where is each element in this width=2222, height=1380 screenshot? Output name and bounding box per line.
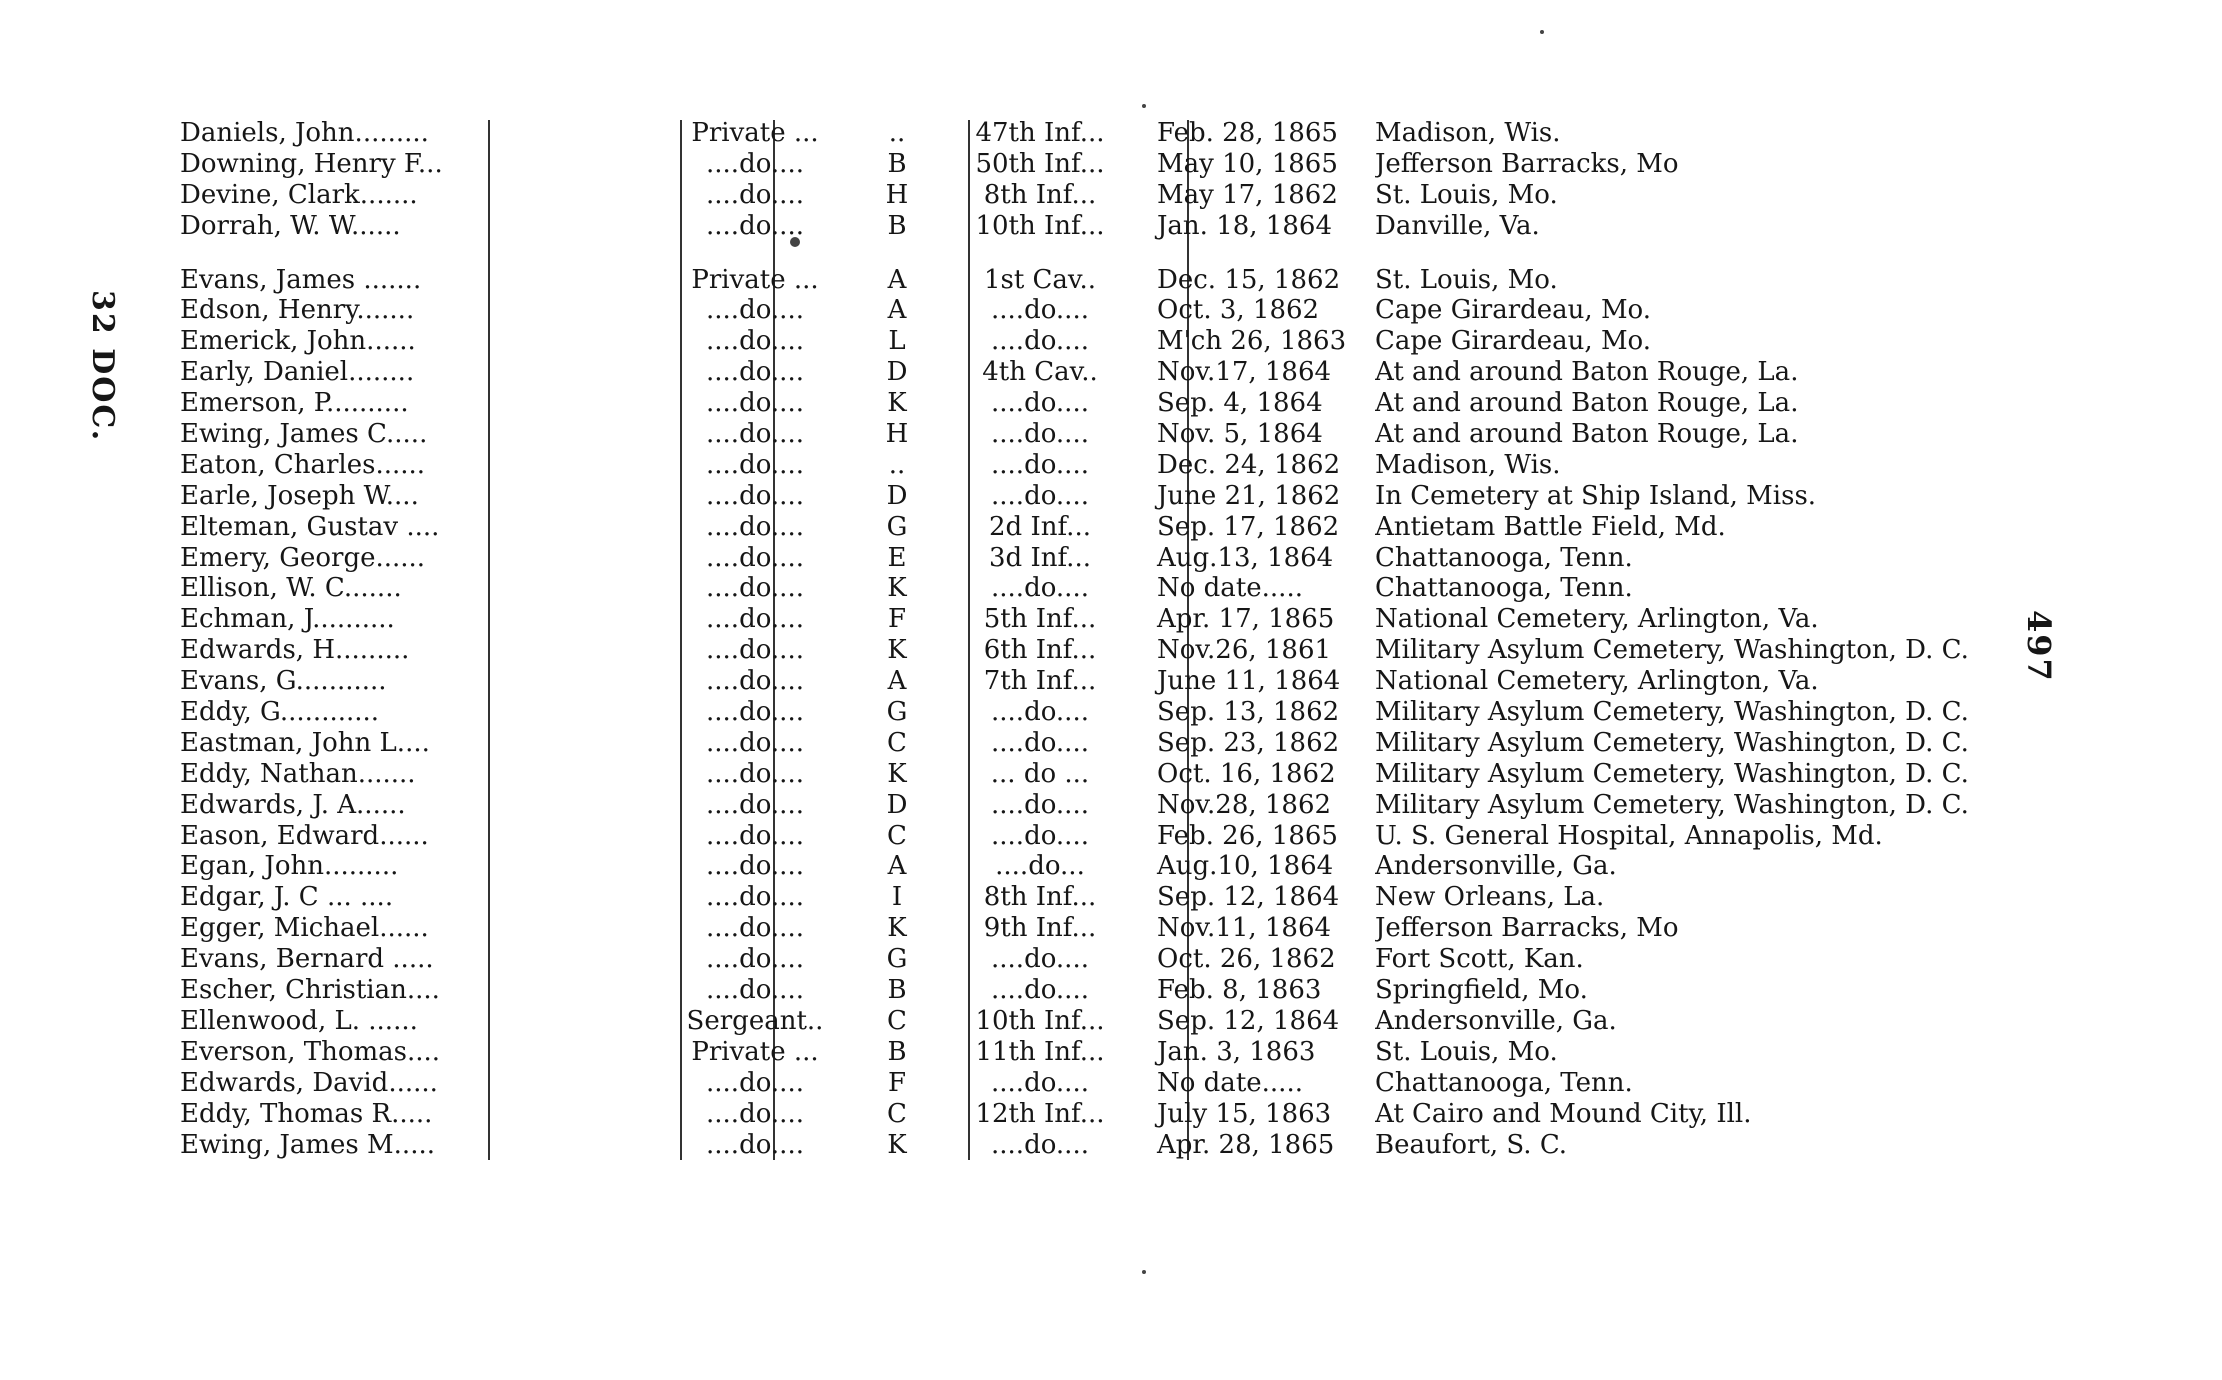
company-cell: .. — [888, 449, 906, 480]
date-of-death-cell: Jan. 3, 1863 — [1157, 1036, 1316, 1067]
table-row — [170, 180, 1890, 211]
rank-cell: ....do.... — [706, 882, 804, 913]
company-cell: D — [886, 480, 908, 511]
date-of-death-cell: Sep. 17, 1862 — [1157, 511, 1340, 542]
burial-register-table — [170, 118, 1969, 1160]
regiment-cell: 10th Inf... — [975, 1005, 1105, 1036]
regiment-cell: ....do.... — [991, 419, 1089, 450]
table-row — [170, 543, 1890, 574]
rank-cell: ....do.... — [706, 148, 804, 179]
rank-cell: ....do.... — [706, 449, 804, 480]
soldier-name-cell: Echman, J.......... — [180, 604, 395, 635]
date-of-death-cell: Feb. 28, 1865 — [1157, 118, 1338, 148]
table-row — [170, 419, 1890, 450]
company-cell: .. — [888, 118, 906, 148]
page-number: 497 — [2020, 610, 2058, 683]
regiment-cell: 5th Inf... — [983, 604, 1097, 635]
date-of-death-cell: Sep. 12, 1864 — [1157, 882, 1340, 913]
rank-cell: ....do.... — [706, 851, 804, 882]
rank-cell: ....do.... — [706, 480, 804, 511]
rank-cell: ....do.... — [706, 179, 804, 210]
soldier-name-cell: Emery, George...... — [180, 542, 426, 573]
table-row — [170, 666, 1890, 697]
date-of-death-cell: Sep. 4, 1864 — [1157, 388, 1323, 419]
table-row — [170, 882, 1890, 913]
date-of-death-cell: Nov.28, 1862 — [1157, 789, 1332, 820]
place-of-burial-cell: Cape Girardeau, Mo. — [1375, 326, 1652, 357]
regiment-cell: ....do.... — [991, 449, 1089, 480]
rank-cell: ....do.... — [706, 820, 804, 851]
place-of-burial-cell: Springfield, Mo. — [1375, 975, 1588, 1006]
rank-cell: ....do.... — [706, 419, 804, 450]
table-row — [170, 851, 1890, 882]
regiment-cell: 12th Inf... — [975, 1098, 1105, 1129]
regiment-cell: 6th Inf... — [983, 635, 1097, 666]
date-of-death-cell: Apr. 28, 1865 — [1157, 1129, 1335, 1160]
place-of-burial-cell: Beaufort, S. C. — [1375, 1129, 1568, 1160]
soldier-name-cell: Eddy, Thomas R..... — [180, 1098, 433, 1129]
regiment-cell: ....do.... — [991, 727, 1089, 758]
date-of-death-cell: Aug.13, 1864 — [1157, 542, 1334, 573]
rank-cell: ....do.... — [706, 789, 804, 820]
place-of-burial-cell: Jefferson Barracks, Mo — [1375, 148, 1679, 179]
soldier-name-cell: Edwards, H......... — [180, 635, 410, 666]
regiment-cell: 2d Inf... — [989, 511, 1091, 542]
table-row — [170, 789, 1969, 821]
table-row — [170, 211, 1890, 242]
company-cell: K — [887, 388, 907, 419]
date-of-death-cell: Nov.17, 1864 — [1157, 357, 1332, 388]
place-of-burial-cell: Madison, Wis. — [1375, 449, 1561, 480]
regiment-cell: 4th Cav.. — [982, 357, 1098, 388]
soldier-name-cell: Earle, Joseph W.... — [180, 480, 419, 511]
soldier-name-cell: Elteman, Gustav .... — [180, 511, 440, 542]
soldier-name-cell: Daniels, John......... — [180, 118, 429, 148]
soldier-name-cell: Eddy, G............ — [180, 697, 380, 728]
rank-cell: ....do.... — [706, 635, 804, 666]
place-of-burial-cell: Military Asylum Cemetery, Washington, D. C. — [1375, 727, 1969, 758]
rank-cell: ....do.... — [706, 758, 804, 789]
soldier-name-cell: Ewing, James C..... — [180, 419, 428, 450]
place-of-burial-cell: Cape Girardeau, Mo. — [1375, 295, 1652, 326]
rank-cell: ....do.... — [706, 944, 804, 975]
place-of-burial-cell: Andersonville, Ga. — [1375, 851, 1617, 882]
date-of-death-cell: Dec. 24, 1862 — [1157, 449, 1341, 480]
soldier-name-cell: Edgar, J. C ... .... — [180, 882, 394, 913]
company-cell: B — [887, 975, 907, 1006]
date-of-death-cell: July 15, 1863 — [1157, 1098, 1332, 1129]
date-of-death-cell: Apr. 17, 1865 — [1157, 604, 1335, 635]
rank-cell: ....do.... — [706, 1129, 804, 1160]
rank-cell: ....do.... — [706, 975, 804, 1006]
place-of-burial-cell: Jefferson Barracks, Mo — [1375, 913, 1679, 944]
date-of-death-cell: Jan. 18, 1864 — [1157, 210, 1332, 241]
company-cell: I — [891, 882, 903, 913]
rank-cell: ....do.... — [706, 1067, 804, 1098]
place-of-burial-cell: Madison, Wis. — [1375, 118, 1561, 148]
table-row — [170, 326, 1890, 357]
rank-cell: ....do.... — [706, 727, 804, 758]
company-cell: C — [887, 1098, 907, 1129]
company-cell: B — [887, 1036, 907, 1067]
regiment-cell: ....do.... — [991, 1129, 1089, 1160]
table-row — [170, 481, 1890, 512]
date-of-death-cell: Nov.26, 1861 — [1157, 635, 1332, 666]
company-cell: G — [886, 511, 908, 542]
soldier-name-cell: Everson, Thomas.... — [180, 1036, 441, 1067]
regiment-cell: ....do.... — [991, 573, 1089, 604]
company-cell: L — [888, 326, 906, 357]
regiment-cell: ....do.... — [991, 820, 1089, 851]
rank-cell: Private ... — [691, 264, 819, 295]
soldier-name-cell: Escher, Christian.... — [180, 975, 440, 1006]
table-row — [170, 913, 1890, 944]
company-cell: B — [887, 148, 907, 179]
table-row — [170, 512, 1890, 543]
company-cell: A — [887, 666, 907, 697]
rank-cell: ....do.... — [706, 573, 804, 604]
company-cell: K — [887, 758, 907, 789]
soldier-name-cell: Evans, James ....... — [180, 264, 422, 295]
place-of-burial-cell: Military Asylum Cemetery, Washington, D. C. — [1375, 635, 1969, 666]
company-cell: K — [887, 913, 907, 944]
company-cell: K — [887, 573, 907, 604]
rank-cell: ....do.... — [706, 511, 804, 542]
table-row — [170, 573, 1890, 604]
table-row — [170, 944, 1890, 975]
table-row — [170, 1130, 1890, 1161]
regiment-cell: ....do.... — [991, 1067, 1089, 1098]
table-row — [170, 1068, 1890, 1099]
company-cell: C — [887, 1005, 907, 1036]
company-cell: G — [886, 697, 908, 728]
place-of-burial-cell: At and around Baton Rouge, La. — [1375, 419, 1799, 450]
table-row — [170, 149, 1890, 180]
soldier-name-cell: Eddy, Nathan....... — [180, 758, 416, 789]
soldier-name-cell: Edwards, J. A...... — [180, 789, 406, 820]
soldier-name-cell: Ellison, W. C....... — [180, 573, 402, 604]
place-of-burial-cell: At and around Baton Rouge, La. — [1375, 357, 1799, 388]
regiment-cell: ....do... — [995, 851, 1085, 882]
rank-cell: ....do.... — [706, 542, 804, 573]
soldier-name-cell: Eastman, John L.... — [180, 727, 430, 758]
rank-cell: Sergeant.. — [686, 1005, 824, 1036]
soldier-name-cell: Evans, Bernard ..... — [180, 944, 434, 975]
rank-cell: ....do.... — [706, 604, 804, 635]
date-of-death-cell: Nov.11, 1864 — [1157, 913, 1332, 944]
table-row — [170, 1099, 1890, 1130]
rank-cell: ....do.... — [706, 326, 804, 357]
date-of-death-cell: June 21, 1862 — [1157, 480, 1341, 511]
regiment-cell: ....do.... — [991, 388, 1089, 419]
place-of-burial-cell: New Orleans, La. — [1375, 882, 1605, 913]
regiment-cell: ....do.... — [991, 789, 1089, 820]
date-of-death-cell: Nov. 5, 1864 — [1157, 419, 1323, 450]
date-of-death-cell: Feb. 26, 1865 — [1157, 820, 1338, 851]
soldier-name-cell: Early, Daniel........ — [180, 357, 415, 388]
place-of-burial-cell: At Cairo and Mound City, Ill. — [1375, 1098, 1752, 1129]
date-of-death-cell: No date..... — [1157, 1067, 1303, 1098]
rank-cell: Private ... — [691, 1036, 819, 1067]
soldier-name-cell: Egger, Michael...... — [180, 913, 429, 944]
regiment-cell: ....do.... — [991, 944, 1089, 975]
company-cell: C — [887, 820, 907, 851]
regiment-cell: 47th Inf... — [975, 118, 1105, 148]
print-speck — [1142, 104, 1146, 108]
soldier-name-cell: Egan, John......... — [180, 851, 399, 882]
regiment-cell: 1st Cav.. — [983, 264, 1097, 295]
regiment-cell: ... do ... — [990, 758, 1090, 789]
soldier-name-cell: Eason, Edward...... — [180, 820, 429, 851]
print-speck — [1540, 30, 1544, 34]
soldier-name-cell: Eaton, Charles...... — [180, 449, 426, 480]
rank-cell: ....do.... — [706, 388, 804, 419]
table-row — [170, 450, 1890, 481]
table-row — [170, 1006, 1890, 1037]
soldier-name-cell: Emerick, John...... — [180, 326, 416, 357]
company-cell: E — [887, 542, 907, 573]
place-of-burial-cell: Military Asylum Cemetery, Washington, D. C. — [1375, 789, 1969, 820]
date-of-death-cell: Oct. 16, 1862 — [1157, 758, 1336, 789]
rank-cell: ....do.... — [706, 210, 804, 241]
company-cell: K — [887, 1129, 907, 1160]
place-of-burial-cell: U. S. General Hospital, Annapolis, Md. — [1375, 820, 1883, 851]
date-of-death-cell: Sep. 12, 1864 — [1157, 1005, 1340, 1036]
company-cell: D — [886, 357, 908, 388]
rank-cell: ....do.... — [706, 357, 804, 388]
rank-cell: ....do.... — [706, 666, 804, 697]
rank-cell: ....do.... — [706, 1098, 804, 1129]
soldier-name-cell: Ewing, James M..... — [180, 1129, 435, 1160]
regiment-cell: 10th Inf... — [975, 210, 1105, 241]
date-of-death-cell: Feb. 8, 1863 — [1157, 975, 1322, 1006]
rank-cell: ....do.... — [706, 913, 804, 944]
company-cell: A — [887, 264, 907, 295]
soldier-name-cell: Dorrah, W. W...... — [180, 210, 401, 241]
soldier-name-cell: Downing, Henry F... — [180, 148, 443, 179]
date-of-death-cell: Oct. 3, 1862 — [1157, 295, 1320, 326]
place-of-burial-cell: Fort Scott, Kan. — [1375, 944, 1584, 975]
rank-cell: Private ... — [691, 118, 819, 148]
date-of-death-cell: Oct. 26, 1862 — [1157, 944, 1336, 975]
regiment-cell: ....do.... — [991, 975, 1089, 1006]
print-speck — [1142, 1270, 1146, 1274]
place-of-burial-cell: Antietam Battle Field, Md. — [1375, 511, 1726, 542]
rank-cell: ....do.... — [706, 697, 804, 728]
place-of-burial-cell: St. Louis, Mo. — [1375, 1036, 1558, 1067]
company-cell: G — [886, 944, 908, 975]
date-of-death-cell: Aug.10, 1864 — [1157, 851, 1334, 882]
table-row — [170, 821, 1890, 852]
regiment-cell: ....do.... — [991, 697, 1089, 728]
date-of-death-cell: No date..... — [1157, 573, 1303, 604]
regiment-cell: 7th Inf... — [983, 666, 1097, 697]
place-of-burial-cell: Military Asylum Cemetery, Washington, D. C. — [1375, 758, 1969, 789]
regiment-cell: 9th Inf... — [983, 913, 1097, 944]
table-row — [170, 975, 1890, 1006]
soldier-name-cell: Emerson, P.......... — [180, 388, 409, 419]
place-of-burial-cell: National Cemetery, Arlington, Va. — [1375, 604, 1819, 635]
company-cell: A — [887, 851, 907, 882]
place-of-burial-cell: At and around Baton Rouge, La. — [1375, 388, 1799, 419]
table-row — [170, 635, 1969, 666]
soldier-name-cell: Ellenwood, L. ...... — [180, 1005, 418, 1036]
table-row — [170, 388, 1890, 419]
place-of-burial-cell: Chattanooga, Tenn. — [1375, 542, 1633, 573]
date-of-death-cell: May 17, 1862 — [1157, 179, 1338, 210]
place-of-burial-cell: Danville, Va. — [1375, 210, 1540, 241]
place-of-burial-cell: Andersonville, Ga. — [1375, 1005, 1617, 1036]
soldier-name-cell: Edwards, David...... — [180, 1067, 438, 1098]
company-cell: F — [887, 1067, 907, 1098]
place-of-burial-cell: Chattanooga, Tenn. — [1375, 1067, 1633, 1098]
place-of-burial-cell: In Cemetery at Ship Island, Miss. — [1375, 480, 1817, 511]
regiment-cell: 11th Inf... — [975, 1036, 1105, 1067]
regiment-cell: 8th Inf... — [983, 882, 1097, 913]
table-row — [170, 295, 1890, 326]
soldier-name-cell: Evans, G........... — [180, 666, 387, 697]
regiment-cell: 3d Inf... — [989, 542, 1091, 573]
company-cell: K — [887, 635, 907, 666]
date-of-death-cell: Sep. 23, 1862 — [1157, 727, 1340, 758]
table-row — [170, 118, 1890, 149]
table-row — [170, 697, 1969, 728]
regiment-cell: 8th Inf... — [983, 179, 1097, 210]
table-row — [170, 1037, 1890, 1068]
company-cell: A — [887, 295, 907, 326]
date-of-death-cell: June 11, 1864 — [1157, 666, 1341, 697]
company-cell: B — [887, 210, 907, 241]
soldier-name-cell: Edson, Henry....... — [180, 295, 415, 326]
regiment-cell: ....do.... — [991, 295, 1089, 326]
date-of-death-cell: Dec. 15, 1862 — [1157, 264, 1341, 295]
date-of-death-cell: May 10, 1865 — [1157, 148, 1338, 179]
regiment-cell: 50th Inf... — [975, 148, 1105, 179]
date-of-death-cell: Sep. 13, 1862 — [1157, 697, 1340, 728]
rank-cell: ....do.... — [706, 295, 804, 326]
margin-doc-label: 32 DOC. — [85, 290, 120, 443]
table-row — [170, 357, 1890, 388]
regiment-cell: ....do.... — [991, 480, 1089, 511]
company-cell: C — [887, 727, 907, 758]
table-row — [170, 727, 1969, 759]
company-cell: D — [886, 789, 908, 820]
company-cell: H — [885, 179, 909, 210]
table-row — [170, 758, 1969, 790]
soldier-name-cell: Devine, Clark....... — [180, 179, 418, 210]
place-of-burial-cell: Military Asylum Cemetery, Washington, D. C. — [1375, 697, 1969, 728]
company-cell: F — [887, 604, 907, 635]
date-of-death-cell: M'ch 26, 1863 — [1157, 326, 1347, 357]
company-cell: H — [885, 419, 909, 450]
place-of-burial-cell: Chattanooga, Tenn. — [1375, 573, 1633, 604]
table-row — [170, 265, 1890, 296]
place-of-burial-cell: St. Louis, Mo. — [1375, 264, 1558, 295]
table-row — [170, 604, 1890, 635]
place-of-burial-cell: St. Louis, Mo. — [1375, 179, 1558, 210]
regiment-cell: ....do.... — [991, 326, 1089, 357]
place-of-burial-cell: National Cemetery, Arlington, Va. — [1375, 666, 1819, 697]
